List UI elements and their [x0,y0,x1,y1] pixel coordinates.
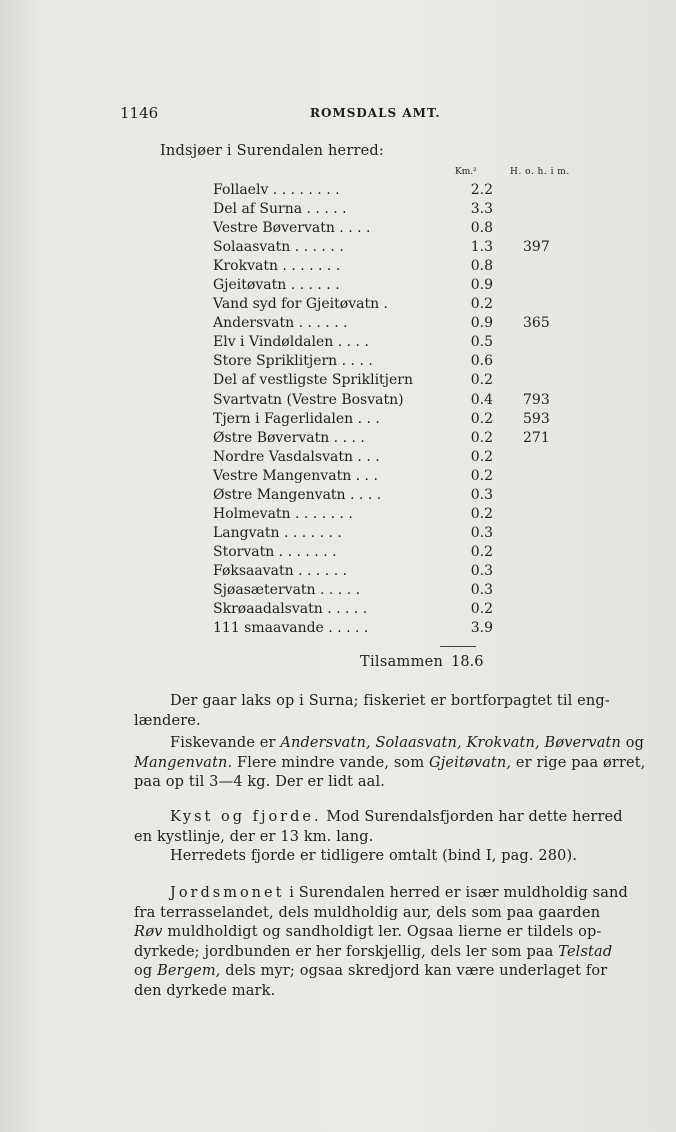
text-italic: Gjeitøvatn, [428,754,512,771]
text-line [134,962,654,982]
table-row [213,487,593,506]
section-heading: Jordsmonet [170,885,285,901]
table-row [213,372,593,391]
total-label: Tilsammen [360,654,444,670]
lake-area: 0.2 [470,429,493,446]
lake-area: 0.3 [470,581,493,598]
text-line [134,808,654,828]
table-row [213,182,593,201]
lake-area: 0.3 [470,562,493,579]
lake-name: Andersvatn . . . . . . [213,315,348,332]
text-line [134,943,654,963]
table-row [213,315,593,334]
text-span: og [134,963,158,979]
text-line: en kystlinje, der er 13 km. lang. [134,828,374,845]
lake-name: Svartvatn (Vestre Bosvatn) [213,391,404,408]
text-span: og [620,735,645,751]
lake-name: Gjeitøvatn . . . . . . [213,277,340,294]
text-italic: Røv [134,924,163,940]
total-value: 18.6 [451,654,484,670]
lake-name: Holmevatn . . . . . . . [213,505,353,522]
lake-name: Vestre Bøvervatn . . . . [213,220,371,237]
lake-name: Østre Bøvervatn . . . . [213,429,365,446]
lake-area: 2.2 [470,182,493,198]
lake-name: Langvatn . . . . . . . [213,524,342,541]
lake-area: 0.8 [470,220,493,237]
lake-area: 0.3 [470,486,493,503]
total-row [360,654,483,670]
lake-elevation: 793 [523,391,550,408]
lake-elevation: 271 [523,429,550,446]
table-row [213,296,593,315]
table-row [213,544,593,563]
lake-area: 0.2 [470,543,493,560]
section-heading: Kyst og fjorde. [170,809,322,825]
table-row [213,620,593,639]
table-row [213,220,593,239]
lake-area: 1.3 [470,239,493,256]
lake-elevation: 397 [523,239,550,256]
text-line: Herredets fjorde er tidligere omtalt (bind I, pag. 280). [170,848,578,864]
table-row [213,353,593,372]
lake-area: 0.2 [470,296,493,313]
lake-area: 0.2 [470,410,493,427]
lake-area: 0.9 [470,315,493,332]
lake-name: Del af vestligste Spriklitjern [213,372,414,389]
table-intro: Indsjøer i Surendalen herred: [160,143,384,159]
table-row [213,506,593,525]
text-span: Mod Surendalsfjorden har dette herred [321,809,623,825]
lake-name: Skrøaadalsvatn . . . . . [213,601,368,618]
lake-area: 0.5 [470,334,493,351]
lake-name: Vestre Mangenvatn . . . [213,467,378,484]
lake-area: 0.9 [470,277,493,294]
table-row [213,334,593,353]
lake-area: 0.2 [470,372,493,389]
paragraph-coast [134,808,654,867]
table-row [213,525,593,544]
table-row [213,430,593,449]
lake-name: Føksaavatn . . . . . . [213,562,348,579]
text-line: Der gaar laks op i Surna; fiskeriet er bortforpagtet til eng- [170,693,610,709]
text-span: er rige paa ørret, [511,754,646,771]
table-row [213,411,593,430]
column-header-elevation: H. o. h. i m. [510,167,570,177]
lake-name: Krokvatn . . . . . . . [213,258,341,275]
lake-area: 0.2 [470,601,493,618]
lake-name: Tjern i Fagerlidalen . . . [213,410,380,427]
lake-area: 0.2 [470,467,493,484]
lake-name: 111 smaavande . . . . . [213,620,369,637]
table-row [213,239,593,258]
text-span: Fiskevande er [170,735,281,751]
table-row [213,392,593,411]
text-line [134,884,654,904]
text-italic: Telstad [558,943,613,960]
lake-area: 0.4 [470,391,493,408]
text-line: den dyrkede mark. [134,982,276,999]
lake-elevation: 365 [523,315,550,332]
lake-table [213,182,593,639]
text-span: dels myr; ogsaa skredjord kan være underlaget for [220,963,608,979]
lake-area: 3.9 [470,620,493,637]
text-span: i Surendalen herred er især muldholdig sand [284,885,628,901]
text-line: fra terrasselandet, dels muldholdig aur, dels som paa gaarden [134,904,601,921]
text-line [134,754,654,774]
page-header [120,104,460,126]
table-row [213,582,593,601]
paragraph-salmon [134,692,654,731]
lake-name: Del af Surna . . . . . [213,201,347,218]
table-row [213,258,593,277]
text-line: lændere. [134,712,201,729]
lake-area: 0.2 [470,448,493,465]
text-italic: Mangenvatn. [134,754,233,771]
running-title: ROMSDALS AMT. [310,106,441,120]
text-line [134,734,654,754]
table-row [213,277,593,296]
table-row [213,201,593,220]
lake-name: Follaelv . . . . . . . . [213,182,340,198]
lake-name: Vand syd for Gjeitøvatn . [213,296,388,313]
text-span: muldholdigt og sandholdigt ler. Ogsaa lierne er tildels op- [162,924,602,940]
lake-name: Storvatn . . . . . . . [213,543,337,560]
paragraph-soil [134,884,654,1001]
lake-name: Nordre Vasdalsvatn . . . [213,448,380,465]
lake-name: Østre Mangenvatn . . . . [213,486,382,503]
text-italic: Andersvatn, Solaasvatn, Krokvatn, Bøvervatn [280,735,621,751]
text-span: Flere mindre vande, som [232,754,429,771]
lake-area: 0.6 [470,353,493,370]
lake-elevation: 593 [523,410,550,427]
page-number: 1146 [120,104,159,122]
table-row [213,468,593,487]
total-rule [440,646,476,647]
table-row [213,601,593,620]
lake-name: Elv i Vindøldalen . . . . [213,334,369,351]
lake-area: 0.8 [470,258,493,275]
lake-area: 0.3 [470,524,493,541]
table-row [213,449,593,468]
lake-area: 3.3 [470,201,493,218]
table-row [213,563,593,582]
text-line [134,923,654,943]
lake-name: Solaasvatn . . . . . . [213,239,344,256]
text-span: dyrkede; jordbunden er her forskjellig, dels ler som paa [134,943,559,960]
column-header-area: Km.² [455,167,477,177]
lake-name: Sjøasætervatn . . . . . [213,581,361,598]
paragraph-fishing-waters [134,734,654,793]
text-italic: Bergem, [157,963,221,979]
text-line: paa op til 3—4 kg. Der er lidt aal. [134,774,386,790]
lake-area: 0.2 [470,505,493,522]
lake-name: Store Spriklitjern . . . . [213,353,373,370]
